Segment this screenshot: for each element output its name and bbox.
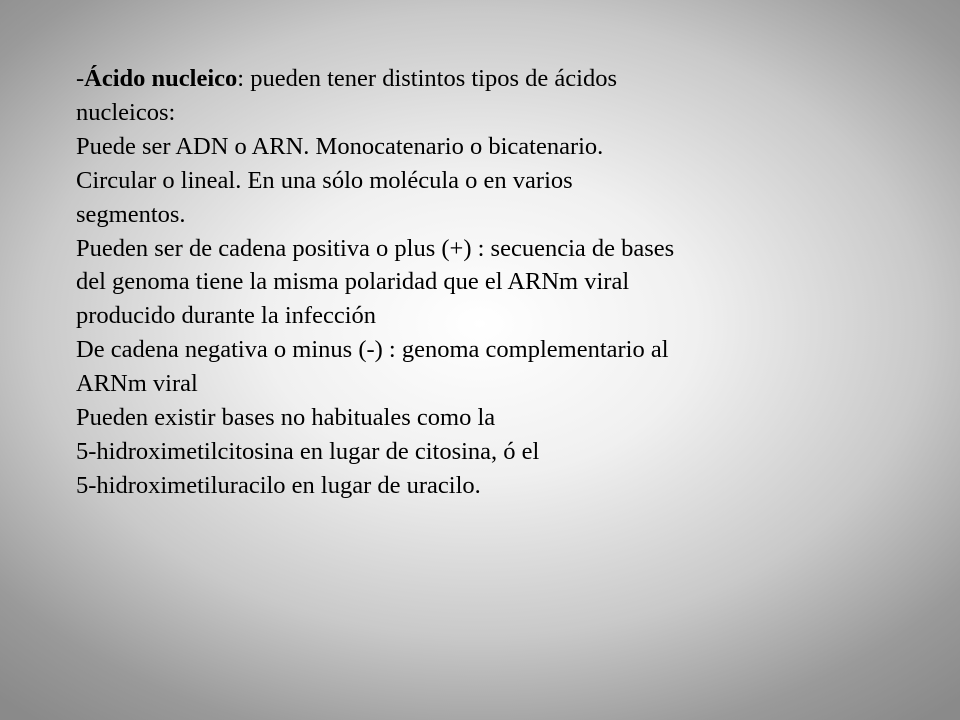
line-5: segmentos.: [76, 200, 186, 228]
line-2: nucleicos:: [76, 98, 176, 126]
intro-dash: -: [76, 65, 85, 92]
line-8: producido durante la infección: [76, 302, 377, 330]
line-13: 5-hidroximetiluracilo en lugar de uracilo.: [76, 471, 481, 499]
line-7: del genoma tiene la misma polaridad que el ARNm viral: [76, 268, 630, 296]
line-12: 5-hidroximetilcitosina en lugar de citosina, ó el: [76, 437, 540, 465]
line-10: ARNm viral: [76, 370, 198, 398]
line-3: Puede ser ADN o ARN. Monocatenario o bicatenario.: [76, 132, 604, 160]
term-heading: Ácido nucleico: [84, 65, 238, 92]
line-6: Pueden ser de cadena positiva o plus (+) : secuencia de bases: [76, 234, 675, 262]
slide-text-block: [76, 62, 876, 503]
line-4: Circular o lineal. En una sólo molécula o en varios: [76, 166, 573, 194]
line-11: Pueden existir bases no habituales como la: [76, 404, 496, 432]
line-1: [76, 62, 876, 96]
line-9: De cadena negativa o minus (-) : genoma complementario al: [76, 336, 669, 364]
line-1-text: : pueden tener distintos tipos de ácidos: [237, 65, 617, 92]
